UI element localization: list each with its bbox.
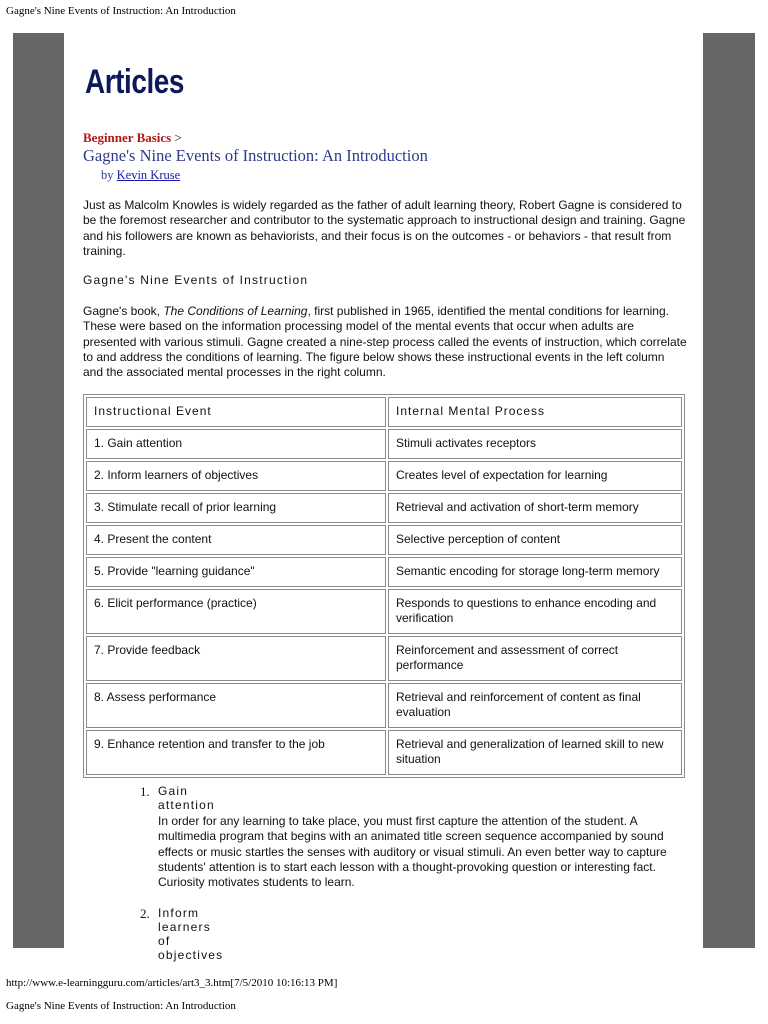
article-content (64, 33, 703, 962)
table-cell-process: Semantic encoding for storage long-term memory (388, 557, 682, 587)
table-cell-event: 7. Provide feedback (86, 636, 386, 681)
para2-after: , first published in 1965, identified the mental conditions for learning. These were based on the information processing model of the mental events that occur when adults are presented with various stimuli. Gagne created a nine-step process called the events of instruction, which correlate to and address the conditions of learning. The figure below shows these instructional events in the left column and the associated mental processes in the right column. (83, 304, 687, 380)
book-title: The Conditions of Learning (163, 304, 308, 318)
table-row (86, 730, 682, 775)
table-cell-process: Creates level of expectation for learning (388, 461, 682, 491)
list-item-heading: Gain attention (158, 784, 215, 812)
list-item-number: 1. (140, 784, 150, 799)
byline (101, 168, 180, 183)
table-row (86, 461, 682, 491)
table-cell-process: Responds to questions to enhance encoding and verification (388, 589, 682, 634)
table-cell-event: 5. Provide "learning guidance" (86, 557, 386, 587)
table-header-mental-process: Internal Mental Process (388, 397, 682, 427)
table-row (86, 429, 682, 459)
print-header: Gagne's Nine Events of Instruction: An Introduction (6, 5, 236, 17)
table-cell-event: 1. Gain attention (86, 429, 386, 459)
table-cell-process: Retrieval and activation of short-term memory (388, 493, 682, 523)
table-cell-process: Retrieval and reinforcement of content as final evaluation (388, 683, 682, 728)
table-row (86, 525, 682, 555)
table-cell-process: Stimuli activates receptors (388, 429, 682, 459)
table-cell-event: 8. Assess performance (86, 683, 386, 728)
table-cell-event: 6. Elicit performance (practice) (86, 589, 386, 634)
table-cell-process: Retrieval and generalization of learned skill to new situation (388, 730, 682, 775)
table-header-instructional-event: Instructional Event (86, 397, 386, 427)
section-title: Articles (85, 63, 185, 101)
table-row (86, 683, 682, 728)
list-item-heading: Inform learners of objectives (158, 906, 224, 962)
print-footer-title: Gagne's Nine Events of Instruction: An Introduction (6, 1000, 236, 1012)
table-cell-process: Selective perception of content (388, 525, 682, 555)
table-row (86, 636, 682, 681)
section-heading: Gagne's Nine Events of Instruction (83, 273, 309, 287)
conditions-paragraph (83, 304, 687, 380)
table-row (86, 493, 682, 523)
byline-prefix: by (101, 168, 114, 182)
left-margin-bar (13, 33, 64, 948)
intro-paragraph: Just as Malcolm Knowles is widely regarded as the father of adult learning theory, Robert Gagne is considered to be the foremost researcher and contributor to the systematic approach to instructional design and training. Gagne and his followers are known as behaviorists, and their focus is on the outcomes - or behaviors - that result from training. (83, 198, 686, 258)
table-cell-process: Reinforcement and assessment of correct performance (388, 636, 682, 681)
author-link[interactable]: Kevin Kruse (116, 168, 181, 182)
list-item-number: 2. (140, 906, 150, 921)
breadcrumb-link-beginner-basics[interactable]: Beginner Basics (83, 130, 172, 145)
para2-before: Gagne's book, (83, 304, 164, 318)
page-title: Gagne's Nine Events of Instruction: An Introduction (83, 146, 428, 165)
table-cell-event: 3. Stimulate recall of prior learning (86, 493, 386, 523)
events-table (83, 394, 685, 778)
table-cell-event: 2. Inform learners of objectives (86, 461, 386, 491)
table-header-row (86, 397, 682, 427)
list-item-body: In order for any learning to take place, you must first capture the attention of the student. A multimedia program that begins with an animated title screen sequence accompanied by sound effects or music startles the senses with auditory or visual stimuli. An even better way to capture students' attention is to start each lesson with a thought-provoking question or interesting fact. Curiosity motivates students to learn. (158, 814, 667, 890)
table-row (86, 589, 682, 634)
right-margin-bar (703, 33, 755, 948)
print-footer-url: http://www.e-learningguru.com/articles/art3_3.htm[7/5/2010 10:16:13 PM] (6, 977, 338, 989)
table-row (86, 557, 682, 587)
table-cell-event: 9. Enhance retention and transfer to the job (86, 730, 386, 775)
breadcrumb (83, 130, 182, 146)
breadcrumb-separator: > (174, 130, 182, 145)
table-cell-event: 4. Present the content (86, 525, 386, 555)
